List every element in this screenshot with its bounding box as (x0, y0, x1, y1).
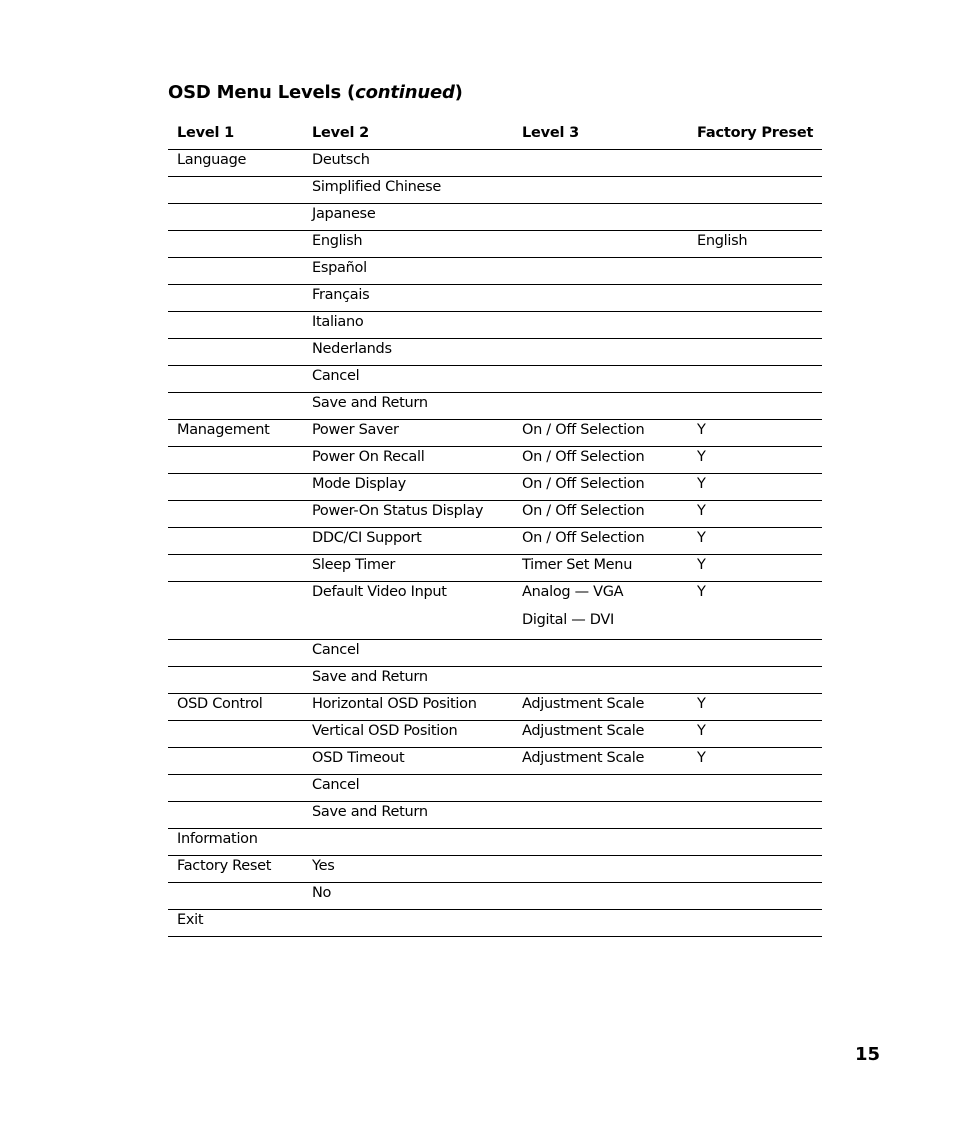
cell-factory-preset (688, 582, 822, 640)
cell-level-2 (303, 910, 513, 937)
cell-factory-preset (688, 748, 822, 775)
cell-factory-preset (688, 694, 822, 721)
cell-level-2-text: Save and Return (312, 669, 428, 685)
cell-level-2 (303, 856, 513, 883)
cell-level-3 (513, 829, 688, 856)
cell-level-2-text: Nederlands (312, 341, 392, 357)
cell-level-3 (513, 667, 688, 694)
heading-italic: continued (355, 82, 455, 103)
table-row (168, 420, 822, 447)
cell-level-2 (303, 150, 513, 177)
cell-level-3-text: On / Off Selection (522, 449, 645, 465)
cell-level-1-text: Factory Reset (177, 858, 272, 874)
cell-level-2-text: Cancel (312, 642, 360, 658)
cell-level-2 (303, 667, 513, 694)
table-row (168, 528, 822, 555)
page-number: 15 (855, 1044, 881, 1065)
cell-level-1 (168, 856, 303, 883)
cell-level-1 (168, 231, 303, 258)
cell-level-1 (168, 285, 303, 312)
cell-level-3-text: Adjustment Scale (522, 750, 645, 766)
cell-level-3 (513, 366, 688, 393)
cell-level-2 (303, 177, 513, 204)
cell-level-3 (513, 528, 688, 555)
cell-level-2-text: DDC/CI Support (312, 530, 422, 546)
cell-level-2 (303, 285, 513, 312)
table-row (168, 150, 822, 177)
cell-level-2 (303, 775, 513, 802)
cell-level-2-text: Power Saver (312, 422, 399, 438)
cell-level-2-text: OSD Timeout (312, 750, 405, 766)
cell-factory-preset-text: Y (697, 503, 706, 519)
cell-level-3-text: Adjustment Scale (522, 696, 645, 712)
heading-main: OSD Menu Levels ( (168, 82, 356, 103)
table-row (168, 393, 822, 420)
table-row (168, 721, 822, 748)
cell-factory-preset-text: Y (697, 557, 706, 573)
cell-level-1 (168, 393, 303, 420)
cell-level-3 (513, 177, 688, 204)
cell-level-2-text: Français (312, 287, 370, 303)
cell-level-1 (168, 474, 303, 501)
cell-level-3 (513, 447, 688, 474)
cell-level-1 (168, 501, 303, 528)
cell-level-1-text: Exit (177, 912, 204, 928)
cell-level-2-text: Español (312, 260, 367, 276)
table-row (168, 258, 822, 285)
cell-level-3 (513, 231, 688, 258)
table-row (168, 366, 822, 393)
cell-factory-preset (688, 204, 822, 231)
cell-level-1 (168, 447, 303, 474)
header-level-2: Level 2 (303, 116, 513, 150)
cell-level-2-text: Save and Return (312, 804, 428, 820)
cell-factory-preset (688, 501, 822, 528)
cell-level-2 (303, 420, 513, 447)
cell-factory-preset (688, 312, 822, 339)
cell-level-3 (513, 204, 688, 231)
cell-level-3 (513, 258, 688, 285)
cell-factory-preset-text: Y (697, 422, 706, 438)
table-body (168, 150, 822, 937)
cell-level-2-text: Mode Display (312, 476, 406, 492)
cell-level-3 (513, 748, 688, 775)
cell-level-3 (513, 339, 688, 366)
cell-level-2-text: Simplified Chinese (312, 179, 442, 195)
cell-factory-preset (688, 721, 822, 748)
cell-level-3 (513, 501, 688, 528)
table-row (168, 177, 822, 204)
cell-level-3 (513, 285, 688, 312)
cell-factory-preset-text: Y (697, 476, 706, 492)
cell-level-1 (168, 555, 303, 582)
table-row (168, 312, 822, 339)
cell-level-3 (513, 910, 688, 937)
cell-level-1 (168, 150, 303, 177)
cell-level-3 (513, 640, 688, 667)
cell-level-1-text: Management (177, 422, 270, 438)
cell-level-2 (303, 528, 513, 555)
cell-level-2 (303, 694, 513, 721)
cell-factory-preset (688, 366, 822, 393)
cell-level-1 (168, 802, 303, 829)
cell-level-1 (168, 721, 303, 748)
table-row (168, 640, 822, 667)
table-row (168, 447, 822, 474)
cell-level-1 (168, 640, 303, 667)
cell-level-3-text: On / Off Selection (522, 530, 645, 546)
cell-level-1 (168, 582, 303, 640)
cell-level-2 (303, 447, 513, 474)
cell-level-2-text: No (312, 885, 332, 901)
cell-level-3-text: On / Off Selection (522, 503, 645, 519)
cell-factory-preset-text: Y (697, 584, 706, 600)
cell-level-3-text: On / Off Selection (522, 422, 645, 438)
table-row (168, 474, 822, 501)
cell-level-2-text: Sleep Timer (312, 557, 396, 573)
cell-level-2-text: Yes (312, 858, 335, 874)
cell-level-3 (513, 420, 688, 447)
cell-factory-preset (688, 856, 822, 883)
cell-level-3 (513, 856, 688, 883)
cell-level-3-second-line: Digital — DVI (522, 612, 614, 628)
cell-level-2-text: Deutsch (312, 152, 370, 168)
cell-level-3 (513, 555, 688, 582)
cell-level-3 (513, 721, 688, 748)
cell-factory-preset-text: Y (697, 750, 706, 766)
cell-level-1 (168, 748, 303, 775)
cell-level-2 (303, 748, 513, 775)
table-row (168, 501, 822, 528)
cell-level-2 (303, 312, 513, 339)
header-factory-preset: Factory Preset (688, 116, 822, 150)
cell-factory-preset (688, 393, 822, 420)
cell-level-1 (168, 775, 303, 802)
cell-factory-preset (688, 883, 822, 910)
cell-level-2-text: Power On Recall (312, 449, 425, 465)
cell-level-3 (513, 582, 688, 640)
cell-level-1 (168, 829, 303, 856)
cell-level-2 (303, 582, 513, 640)
cell-factory-preset-text: Y (697, 449, 706, 465)
cell-factory-preset (688, 231, 822, 258)
cell-factory-preset (688, 775, 822, 802)
cell-level-1 (168, 910, 303, 937)
table-row (168, 339, 822, 366)
cell-level-1 (168, 177, 303, 204)
cell-level-2 (303, 258, 513, 285)
table-row (168, 910, 822, 937)
cell-level-1 (168, 258, 303, 285)
cell-factory-preset (688, 528, 822, 555)
cell-factory-preset (688, 910, 822, 937)
cell-factory-preset-text: Y (697, 696, 706, 712)
cell-level-2 (303, 802, 513, 829)
header-level-1: Level 1 (168, 116, 303, 150)
cell-level-3-text: On / Off Selection (522, 476, 645, 492)
cell-factory-preset (688, 474, 822, 501)
table-row (168, 748, 822, 775)
table-row (168, 582, 822, 640)
cell-level-1 (168, 883, 303, 910)
section-heading (168, 82, 463, 103)
cell-level-2 (303, 474, 513, 501)
table-row (168, 667, 822, 694)
cell-level-1 (168, 694, 303, 721)
cell-level-1-text: Language (177, 152, 247, 168)
cell-level-2-text: Japanese (312, 206, 376, 222)
cell-level-2-text: Cancel (312, 777, 360, 793)
cell-factory-preset (688, 447, 822, 474)
cell-factory-preset (688, 802, 822, 829)
cell-level-3 (513, 775, 688, 802)
cell-factory-preset (688, 150, 822, 177)
cell-level-2 (303, 366, 513, 393)
cell-level-3 (513, 312, 688, 339)
cell-level-2 (303, 204, 513, 231)
cell-level-3-text: Adjustment Scale (522, 723, 645, 739)
osd-menu-table (168, 116, 822, 937)
table-row (168, 694, 822, 721)
cell-factory-preset (688, 829, 822, 856)
cell-level-2-text: Save and Return (312, 395, 428, 411)
table-row (168, 285, 822, 312)
table-header-row (168, 116, 822, 150)
cell-factory-preset (688, 640, 822, 667)
cell-level-3-text: Timer Set Menu (522, 557, 633, 573)
cell-level-2 (303, 555, 513, 582)
cell-level-1 (168, 420, 303, 447)
cell-level-3 (513, 694, 688, 721)
cell-factory-preset (688, 285, 822, 312)
cell-level-2-text: English (312, 233, 363, 249)
cell-level-1-text: OSD Control (177, 696, 263, 712)
cell-level-2-text: Horizontal OSD Position (312, 696, 477, 712)
cell-level-2-text: Italiano (312, 314, 364, 330)
cell-level-2 (303, 829, 513, 856)
cell-level-2-text: Default Video Input (312, 584, 447, 600)
cell-factory-preset (688, 177, 822, 204)
cell-factory-preset (688, 555, 822, 582)
cell-factory-preset-text: English (697, 233, 748, 249)
cell-factory-preset-text: Y (697, 530, 706, 546)
cell-level-3 (513, 393, 688, 420)
cell-level-3 (513, 150, 688, 177)
table-row (168, 555, 822, 582)
cell-level-2 (303, 883, 513, 910)
table-row (168, 204, 822, 231)
cell-level-2 (303, 393, 513, 420)
cell-level-1-text: Information (177, 831, 258, 847)
cell-level-1 (168, 204, 303, 231)
cell-level-2 (303, 721, 513, 748)
cell-level-2 (303, 640, 513, 667)
cell-level-3 (513, 802, 688, 829)
cell-level-2 (303, 501, 513, 528)
cell-factory-preset (688, 667, 822, 694)
cell-factory-preset-text: Y (697, 723, 706, 739)
table-row (168, 231, 822, 258)
cell-level-1 (168, 339, 303, 366)
cell-level-3 (513, 883, 688, 910)
table-row (168, 883, 822, 910)
cell-level-1 (168, 366, 303, 393)
cell-level-1 (168, 528, 303, 555)
heading-close: ) (454, 82, 463, 103)
table-row (168, 775, 822, 802)
cell-level-3-text: Analog — VGA (522, 584, 624, 600)
cell-level-1 (168, 312, 303, 339)
table-row (168, 802, 822, 829)
cell-factory-preset (688, 339, 822, 366)
cell-factory-preset (688, 258, 822, 285)
cell-level-2-text: Vertical OSD Position (312, 723, 458, 739)
cell-factory-preset (688, 420, 822, 447)
cell-level-2 (303, 339, 513, 366)
table-row (168, 829, 822, 856)
cell-level-2-text: Power-On Status Display (312, 503, 484, 519)
table-row (168, 856, 822, 883)
cell-level-2 (303, 231, 513, 258)
header-level-3: Level 3 (513, 116, 688, 150)
cell-level-2-text: Cancel (312, 368, 360, 384)
cell-level-3 (513, 474, 688, 501)
cell-level-1 (168, 667, 303, 694)
